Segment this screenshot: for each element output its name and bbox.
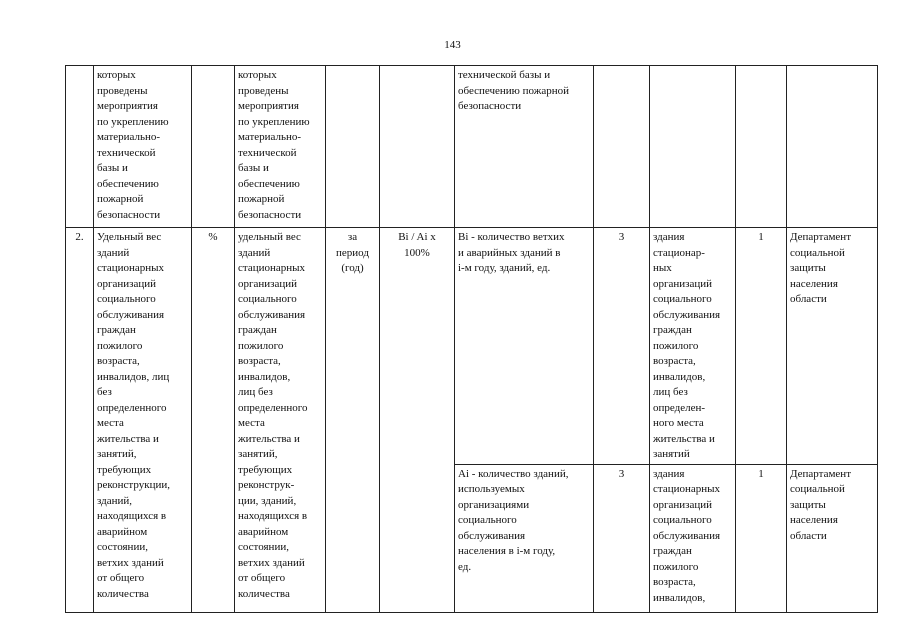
cell-method-a <box>594 464 650 612</box>
indicator-table <box>65 65 878 613</box>
row-number: 2. <box>75 231 84 243</box>
cell-indicator-name <box>94 228 192 613</box>
cell-population-b <box>650 228 736 465</box>
collection-method2-a: 1 <box>758 467 764 480</box>
cell-definition <box>235 228 326 613</box>
indicator-name: Удельный вес зданий стационарных организаций социального обслуживания граждан пожилого возраста, инвалидов, лиц без определенного места жительства и занятий, требующих реконструкции, зданий, находящихся в аварийном состоянии, ветхих зданий от общего количества <box>97 231 170 600</box>
cell-responsible-b <box>787 228 878 465</box>
responsible-a: Департамент социальной защиты населения области <box>790 467 852 542</box>
population-b: здания стационар- ных организаций социального обслуживания граждан пожилого возраста, инвалидов, лиц без определен- ного места жительства и занятий <box>653 231 721 460</box>
cell-formula <box>380 228 455 613</box>
page-number: 143 <box>444 39 461 51</box>
cell-definition-cont <box>235 66 326 228</box>
cell-unit-cont <box>192 66 235 228</box>
variable-b-description: Bi - количество ветхих и аварийных зданий в i-м году, зданий, ед. <box>458 231 565 274</box>
continued-row <box>66 66 878 228</box>
calculation-formula: Bi / Ai x 100% <box>398 231 436 259</box>
variable-a-description: Ai - количество зданий, используемых организациями социального обслуживания населения в i-м году, ед. <box>458 467 569 573</box>
cell-responsible-cont <box>787 66 878 228</box>
collection-method2-b: 1 <box>758 231 764 243</box>
indicator-definition-cont: которых проведены мероприятия по укреплению материально- технической базы и обеспечению пожарной безопасности <box>238 69 310 221</box>
indicator-row-2 <box>66 228 878 465</box>
collection-method-b: 3 <box>618 231 625 243</box>
cell-row-number <box>66 228 94 613</box>
variable-cont: технической базы и обеспечению пожарной безопасности <box>458 69 570 112</box>
cell-method-b <box>594 228 650 465</box>
cell-population-a <box>650 464 736 612</box>
unit-of-measure: % <box>208 231 218 243</box>
cell-method-cont <box>594 66 650 228</box>
cell-method2-cont <box>736 66 787 228</box>
cell-responsible-a <box>787 464 878 612</box>
cell-name-cont <box>94 66 192 228</box>
cell-num-cont <box>66 66 94 228</box>
cell-formula-cont <box>380 66 455 228</box>
population-a: здания стационарных организаций социального обслуживания граждан пожилого возраста, инвалидов, <box>653 467 721 604</box>
indicator-definition: удельный вес зданий стационарных организаций социального обслуживания граждан пожилого возраста, инвалидов, лиц без определенного места жительства и занятий, требующих реконструк- ции, зданий, находящихся в аварийном состоянии, ветхих зданий от общего количества <box>238 231 308 600</box>
cell-method2-a <box>736 464 787 612</box>
collection-method-a: 3 <box>618 467 625 480</box>
responsible-b: Департамент социальной защиты населения области <box>790 231 852 305</box>
cell-variable-b <box>455 228 594 465</box>
cell-period <box>326 228 380 613</box>
cell-variable-cont <box>455 66 594 228</box>
cell-period-cont <box>326 66 380 228</box>
cell-method2-b <box>736 228 787 465</box>
cell-unit <box>192 228 235 613</box>
indicator-name-cont: которых проведены мероприятия по укреплению материально- технической базы и обеспечению пожарной безопасности <box>97 69 169 221</box>
time-period: за период (год) <box>336 231 369 274</box>
cell-population-cont <box>650 66 736 228</box>
cell-variable-a <box>455 464 594 612</box>
